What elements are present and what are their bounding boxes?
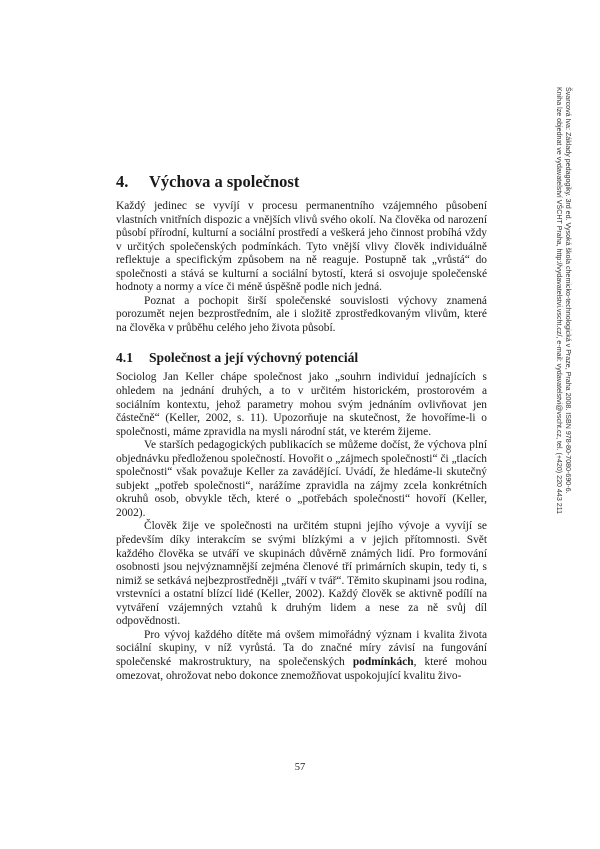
paragraph-text-end: , které mohou omezovat, ohrožovat nebo dokonce znemožňovat uspokojující kvalitu živo- — [116, 655, 487, 682]
body-paragraph: Člověk žije ve společnosti na určitém stupni jejího vývoje a vyvíjí se především díky interakcím se svými blízkými a v jejich přítomnosti. Svět každého člověka se utváří ve skupinách důvěrně známých lidí. Pro formování osobnosti jsou nejvýznamnější zejména členové tří primárních skupin, tedy ti, s nimiž se setkává nejbezprostředněji „tváří v tvář“. Těmito skupinami jsou rodina, vrstevníci a ostatní blízcí lidé (Keller, 2002). Každý člověk se aktivně podílí na vytváření vzájemných vztahů k druhým lidem a nese za ně svůj díl odpovědnosti. — [116, 520, 487, 628]
body-paragraph: Ve starších pedagogických publikacích se můžeme dočíst, že výchova plní objednávku předloženou společností. Hovořit o „zájmech společnosti“ či „tlacích společnosti“ však považuje Keller za zavádějící. Uvádí, že hledáme-li skutečný subjekt „potřeb společnosti“, narážíme zpravidla na zájmy zcela konkrétních okruhů osob, obvykle těch, které o „potřebách společnosti“ hovoří (Keller, 2002). — [116, 439, 487, 519]
section-heading — [116, 349, 487, 366]
chapter-number: 4. — [116, 172, 129, 191]
bold-term: podmínkách — [352, 655, 414, 668]
body-paragraph — [116, 629, 487, 683]
intro-paragraph: Každý jedinec se vyvíjí v procesu permanentního vzájemného působení vlastních vnitřních dispozic a vnějších vlivů svého okolí. Na člověka od narození působí přírodní, kulturní a sociální prostředí a veškerá jeho činnost probíhá vždy v určitých společenských podmínkách. Tyto vnější vlivy člověk individuálně reflektuje a specifickým způsobem na ně reaguje. Postupně tak „vrůstá“ do společnosti a stává se kulturní a sociální bytostí, která si osvojuje společenské hodnoty a normy a více či méně úspěšně podle nich jedná. — [116, 200, 487, 294]
paragraph-text-start: Pro vývoj každého dítěte má ovšem mimořádný význam i kvalita života sociální skupiny, v níž vyrůstá. Ta do značné míry závisí na fungování společenské makrostruktury, na společenských — [116, 628, 487, 668]
page-number: 57 — [294, 762, 306, 773]
chapter-heading — [116, 172, 487, 192]
section-title: Společnost a její výchovný potenciál — [149, 350, 359, 366]
chapter-title: Výchova a společnost — [149, 172, 300, 191]
copyright-side-note — [553, 87, 572, 514]
section-number: 4.1 — [116, 350, 133, 366]
side-note-line-1: Švarcová Iva: Základy pedagogiky. 3rd ed. Vysoká škola chemicko-technologická v Praze, Praha 2008. ISBN 978-80-7080-690-6. — [564, 87, 572, 494]
side-note-line-2: Kniha lze objednat ve vydavatelství VŠCHT Praha, http://vydavatelstvi.vscht.cz/, e-mail: vydavatelstvi@vscht.cz, tel. (+420) 220 443 211 — [554, 87, 563, 515]
page-content — [116, 172, 487, 683]
body-paragraph: Sociolog Jan Keller chápe společnost jako „souhrn individuí jednajících s ohledem na jednání druhých, a to v určitém historickém, prostorovém a sociálním kontextu, jehož parametry mohou svým jednáním ovlivňovat jen částečně“ (Keller, 2002, s. 11). Upozorňuje na skutečnost, že hovoříme-li o společnosti, máme zpravidla na mysli národní stát, ve kterém žijeme. — [116, 371, 487, 438]
intro-paragraph: Poznat a pochopit širší společenské souvislosti výchovy znamená porozumět nejen bezprostředním, ale i složitě zprostředkovaným vlivům, které na člověka v průběhu celého jeho života působí. — [116, 294, 487, 334]
